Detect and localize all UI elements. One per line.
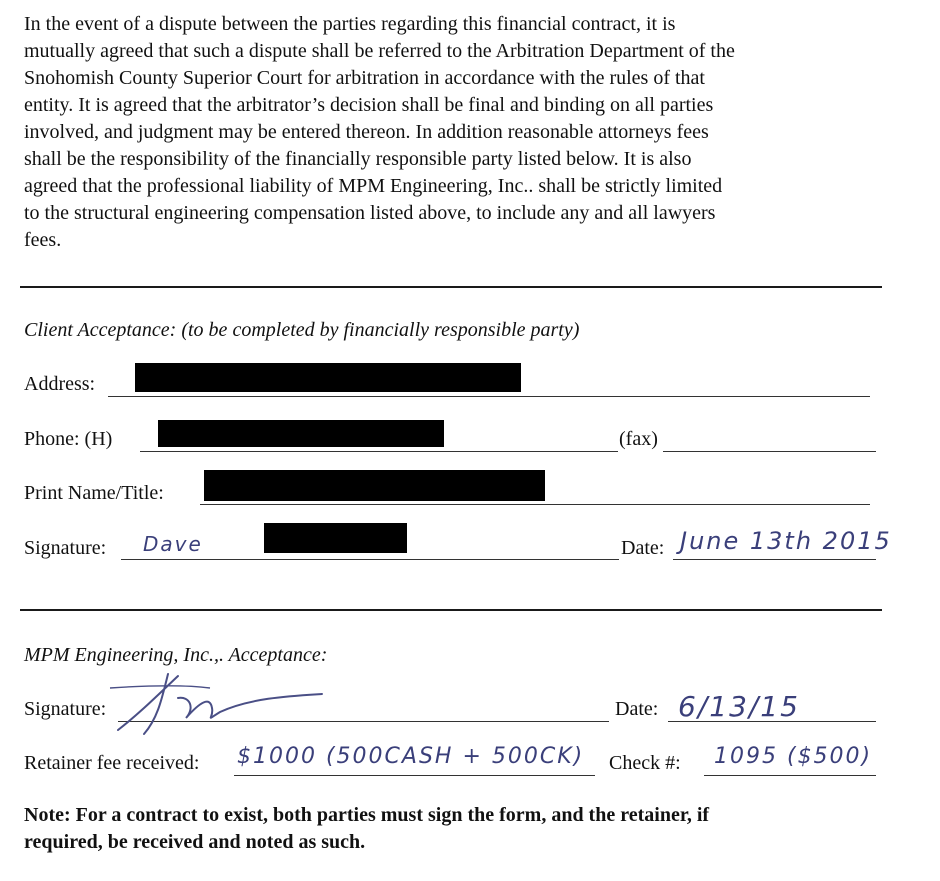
note-line: Note: For a contract to exist, both parties must sign the form, and the retainer, if (24, 804, 710, 826)
client-signature-handwritten: Dave (143, 532, 203, 556)
client-acceptance-heading: Client Acceptance: (to be completed by financially responsible party) (24, 319, 580, 341)
retainer-label: Retainer fee received: (24, 752, 200, 774)
redacted-signature (264, 523, 407, 553)
clause-line: involved, and judgment may be entered thereon. In addition reasonable attorneys fees (24, 121, 709, 143)
dispute-clause-paragraph (24, 11, 904, 254)
retainer-handwritten: $1000 (500CASH + 500CK) (237, 744, 585, 769)
section-divider-top (20, 286, 882, 288)
print-name-label: Print Name/Title: (24, 482, 164, 504)
clause-line: agreed that the professional liability of MPM Engineering, Inc.. shall be strictly limited (24, 175, 723, 197)
client-date-handwritten: June 13th 2015 (680, 527, 892, 555)
client-date-label: Date: (621, 537, 665, 559)
clause-line: In the event of a dispute between the parties regarding this financial contract, it is (24, 13, 676, 35)
client-signature-field[interactable] (121, 559, 619, 560)
fax-field[interactable] (663, 451, 876, 452)
address-field[interactable] (108, 396, 870, 397)
client-signature-label: Signature: (24, 537, 107, 559)
phone-label: Phone: (H) (24, 428, 113, 450)
mpm-date-handwritten: 6/13/15 (678, 690, 800, 723)
redacted-phone (158, 420, 444, 447)
clause-line: Snohomish County Superior Court for arbitration in accordance with the rules of that (24, 67, 705, 89)
mpm-signature-label: Signature: (24, 698, 107, 720)
clause-line: mutually agreed that such a dispute shall be referred to the Arbitration Department of the (24, 40, 735, 62)
mpm-date-label: Date: (615, 698, 659, 720)
client-date-field[interactable] (673, 559, 876, 560)
check-number-field[interactable] (704, 775, 876, 776)
note-line: required, be received and noted as such. (24, 831, 366, 853)
mpm-signature-scribble (100, 668, 330, 738)
check-number-label: Check #: (609, 752, 681, 774)
retainer-field[interactable] (234, 775, 595, 776)
check-number-handwritten: 1095 ($500) (714, 744, 873, 769)
fax-label: (fax) (619, 428, 658, 450)
address-label: Address: (24, 373, 96, 395)
clause-line: to the structural engineering compensation listed above, to include any and all lawyers (24, 202, 716, 224)
contract-note (24, 802, 904, 856)
redacted-name (204, 470, 545, 501)
clause-line: entity. It is agreed that the arbitrator’s decision shall be final and binding on all parties (24, 94, 714, 116)
redacted-address (135, 363, 521, 392)
clause-line: fees. (24, 229, 62, 251)
mpm-acceptance-heading: MPM Engineering, Inc.,. Acceptance: (24, 644, 328, 666)
print-name-field[interactable] (200, 504, 870, 505)
section-divider-bottom (20, 609, 882, 611)
clause-line: shall be the responsibility of the financially responsible party listed below. It is also (24, 148, 692, 170)
phone-field[interactable] (140, 451, 618, 452)
